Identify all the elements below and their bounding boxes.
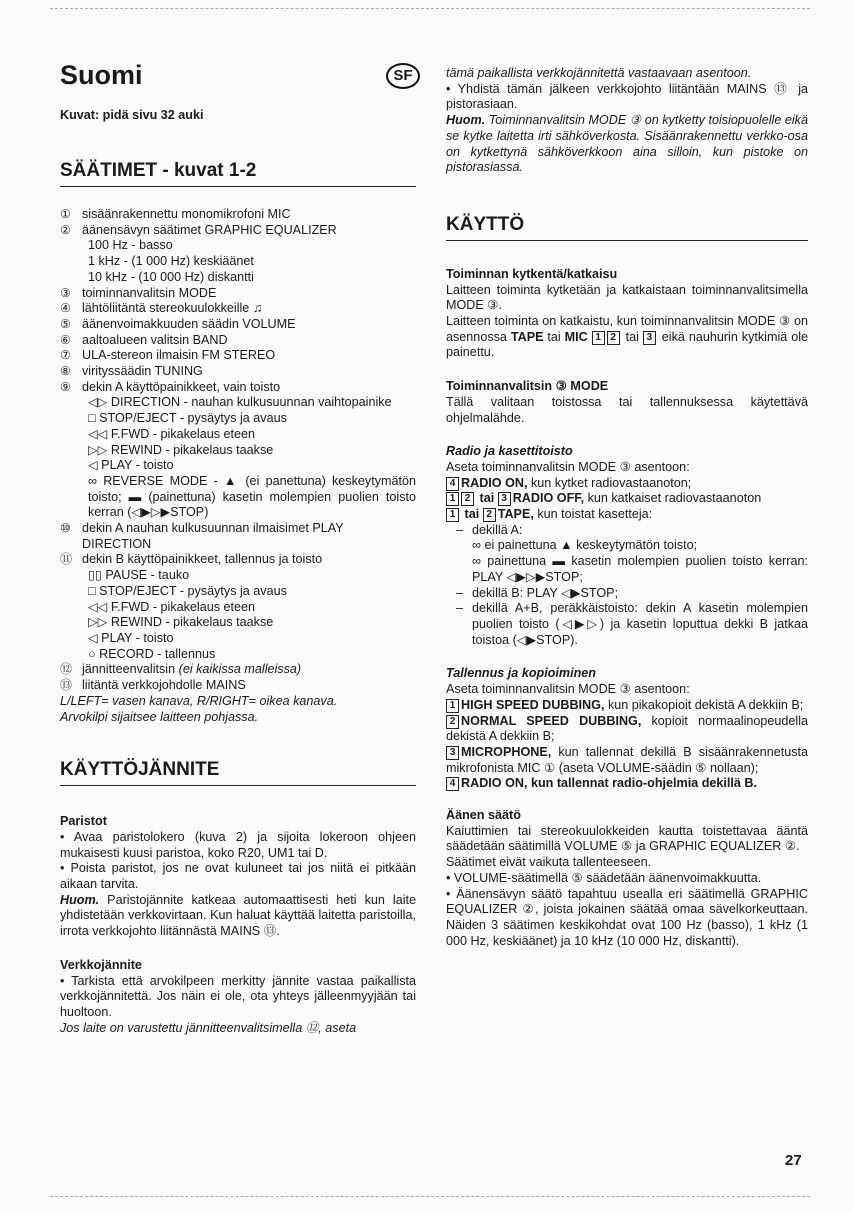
control-subitem: □ STOP/EJECT - pysäytys ja avaus (88, 583, 287, 598)
sound-paragraph: Kaiuttimien tai stereokuulokkeiden kautta toistettavaa ääntä säädetään säätimillä VOLUME ⑤ ja GRAPHIC EQUALIZER ②. (446, 823, 808, 854)
control-number: ② (60, 222, 71, 237)
tape-item (446, 554, 808, 585)
tape-item-text: dekillä A+B, peräkkäistoisto: dekin A kasetin molempien puolien toisto (◁▶▷) ja kasetin loputtua dekki B jatkaa toistoa (◁▶STOP). (472, 601, 808, 647)
dash-bullet: – (456, 601, 464, 616)
text-run: TAPE, (497, 507, 534, 522)
text-run: RADIO ON, (461, 475, 528, 490)
tape-item (446, 601, 808, 648)
text-run: kun toistat kasetteja: (533, 507, 653, 522)
batteries-paragraph: • Avaa paristolokero (kuva 2) ja sijoita lokeroon ohjeen mukaisesti kuusi paristoa, koko R20, UM1 tai D. (60, 829, 416, 860)
control-text (82, 521, 416, 552)
tape-item (446, 538, 808, 554)
control-item (60, 662, 416, 678)
text-run: kun kytket radiovastaanoton; (527, 475, 692, 490)
text-run: TAPE (510, 329, 544, 344)
note-text: Toiminnanvalitsin MODE ③ on kytketty toisiopuolelle eikä se kytke laitetta irti sähköverkosta. Sisäänrakennettu verkko-osa on kytkettynä sähköverkkoon aina silloin, kun pistoke on pistorasiassa. (446, 113, 808, 175)
mains-paragraph: • Tarkista että arvokilpeen merkitty jännite vastaa paikallista verkkojännitettä. Jos näin ei ole, ota yhteys jälleenmyyjään tai huoltoon. (60, 973, 416, 1019)
controls-list (60, 207, 416, 694)
text-run: kun pikakopioit dekistä A dekkiin B; (604, 697, 804, 712)
tape-line (446, 507, 808, 523)
control-text-run: lähtöliitäntä stereokuulokkeille ♫ (82, 301, 263, 316)
voltage-heading: KÄYTTÖJÄNNITE (60, 759, 416, 786)
mode-position-box: 4 (446, 777, 459, 791)
mode-position-box: 1 (446, 508, 459, 522)
tape-item (446, 586, 808, 602)
recording-option (446, 776, 808, 792)
control-subitem: ◁ PLAY - toisto (88, 630, 174, 645)
tape-item-text: ∞ ei painettuna ▲ keskeytymätön toisto; (472, 538, 698, 553)
control-number: ⑤ (60, 316, 71, 331)
control-number: ⑧ (60, 364, 71, 379)
note-label: Huom. (446, 113, 486, 128)
dash-bullet: – (456, 522, 464, 537)
control-item (60, 223, 416, 239)
mode-position-box: 2 (483, 508, 496, 522)
mode-position-box: 1 (446, 699, 459, 713)
control-text-run: dekin A nauhan kulkusuunnan ilmaisimet PLAY DIRECTION (82, 521, 344, 551)
mode-position-box: 3 (643, 331, 656, 345)
control-item (60, 286, 416, 302)
text-run: tai (621, 329, 643, 344)
control-item (60, 364, 416, 380)
continued-text: • Yhdistä tämän jälkeen verkkojohto liitäntään MAINS ⑬ ja pistorasiaan. (446, 81, 808, 112)
control-item (60, 521, 416, 552)
batteries-heading: Paristot (60, 814, 107, 829)
control-subitem: ▯▯ PAUSE - tauko (88, 568, 190, 583)
recording-option (446, 714, 808, 745)
control-text-run: sisäänrakennettu monomikrofoni MIC (82, 207, 291, 221)
language-title: Suomi (60, 60, 143, 90)
control-subitem: ◁ PLAY - toisto (88, 458, 174, 473)
control-text-run: aaltoalueen valitsin BAND (82, 332, 228, 347)
text-run: kun tallennat radio-ohjelmia dekillä B. (527, 776, 758, 791)
control-number: ⑦ (60, 348, 71, 363)
control-text-run: toiminnanvalitsin MODE (82, 285, 217, 300)
control-text (82, 286, 416, 302)
sound-paragraph: • Äänensävyn säätö tapahtuu usealla eri säätimellä GRAPHIC EQUALIZER ②, joista jokainen säätää omaa sävelkorkeuttaan. Näiden 3 säätimen keskikohdat ovat 100 Hz (basso), 1 kHz (1 000 Hz, keskiäänet) ja 10 kHz (10 000 Hz, diskantti). (446, 886, 808, 948)
control-subitem: ▷▷ REWIND - pikakelaus taakse (88, 442, 274, 457)
mode-position-box: 1 (446, 492, 459, 506)
control-item (60, 207, 416, 223)
figure-note: Kuvat: pidä sivu 32 auki (60, 108, 204, 122)
text-run: Laitteen toiminta on katkaistu, kun toiminnanvalitsin MODE ③ on asennossa (446, 314, 808, 344)
control-item (60, 317, 416, 333)
control-number: ⑬ (60, 678, 73, 693)
dash-bullet: – (456, 585, 464, 600)
mode-position-box: 3 (498, 492, 511, 506)
control-text-run: liitäntä verkkojohdolle MAINS (82, 678, 246, 693)
control-text (82, 207, 416, 223)
mode-position-box: 2 (607, 331, 620, 345)
onoff-heading: Toiminnan kytkentä/katkaisu (446, 266, 618, 281)
control-text-run: äänensävyn säätimet GRAPHIC EQUALIZER (82, 222, 337, 237)
top-scan-edge (50, 8, 810, 9)
mains-heading: Verkkojännite (60, 957, 142, 972)
control-text-run: virityssäädin TUNING (82, 364, 203, 379)
text-run: MICROPHONE, (461, 744, 552, 759)
text-run: eikä nauhurin kytkimiä ole painettu. (446, 329, 808, 360)
tape-list (446, 523, 808, 649)
control-item (60, 333, 416, 349)
mode-position-box: 3 (446, 746, 459, 760)
control-text-run: dekin B käyttöpainikkeet, tallennus ja toisto (82, 552, 323, 567)
control-number: ① (60, 207, 71, 221)
text-run: MIC (564, 329, 588, 344)
sound-heading: Äänen säätö (446, 808, 521, 823)
control-text (82, 662, 416, 678)
right-column (446, 40, 808, 949)
tape-item (446, 523, 808, 539)
control-text (82, 552, 416, 568)
control-subitem: 100 Hz - basso (88, 238, 173, 253)
control-number: ⑩ (60, 521, 71, 536)
control-text (82, 364, 416, 380)
bottom-scan-edge (50, 1196, 810, 1197)
onoff-paragraph (446, 314, 808, 361)
control-text (82, 380, 416, 396)
control-number: ⑫ (60, 662, 73, 677)
control-number: ③ (60, 285, 71, 300)
radio-off-line (446, 491, 808, 507)
continued-note (446, 113, 808, 176)
recording-option (446, 698, 808, 714)
control-item (60, 301, 416, 317)
control-number: ⑪ (60, 552, 73, 567)
control-text-run: dekin A käyttöpainikkeet, vain toisto (82, 379, 281, 394)
mode-heading (446, 379, 808, 395)
tape-item-text: ∞ painettuna ▬ kasetin molempien puolien toisto kerran: PLAY ◁▶▷▶STOP; (472, 554, 808, 584)
control-text (82, 223, 416, 239)
mode-position-box: 2 (446, 715, 459, 729)
note-label: Huom. (60, 892, 100, 907)
control-text (82, 317, 416, 333)
tape-item-text: dekillä B: PLAY ◁▶STOP; (472, 585, 619, 600)
text-run: kun tallennat dekillä B sisäänrakennetusta mikrofonista MIC ① (aseta VOLUME-säädin ⑤ nollaan); (446, 744, 808, 775)
language-badge: SF (386, 63, 420, 89)
control-subitem: ○ RECORD - tallennus (88, 646, 216, 661)
sound-paragraph: Säätimet eivät vaikuta tallenteeseen. (446, 855, 652, 870)
control-subitem: ◁▷ DIRECTION - nauhan kulkusuunnan vaihtopainike (88, 395, 392, 410)
controls-heading: SÄÄTIMET - kuvat 1-2 (60, 160, 416, 187)
batteries-paragraph: • Poista paristot, jos ne ovat kuluneet tai jos niitä ei pitkään aikaan tarvita. (60, 861, 416, 892)
recording-heading: Tallennus ja kopioiminen (446, 666, 596, 681)
radio-heading: Radio ja kasettitoisto (446, 444, 573, 459)
control-subitem: ◁◁ F.FWD - pikakelaus eteen (88, 599, 256, 614)
text-run: tai (476, 491, 498, 506)
text-run: tai (543, 329, 565, 344)
note-text: Paristojännite katkeaa automaattisesti heti kun laite yhdistetään verkkovirtaan. Kun haluat käyttää laitetta paristoilla, irrota verkkojohto liitännästä MAINS ⑬. (60, 892, 416, 939)
control-subitem: ◁◁ F.FWD - pikakelaus eteen (88, 426, 256, 441)
tape-item-text: dekillä A: (472, 522, 523, 537)
recording-paragraph: Aseta toiminnanvalitsin MODE ③ asentoon: (446, 682, 690, 697)
text-run: kun katkaiset radiovastaanoton (584, 491, 762, 506)
page-number: 27 (785, 1152, 802, 1169)
mode-position-box: 4 (446, 477, 459, 491)
mode-paragraph: Tällä valitaan toistossa tai tallennuksessa käytettävä ohjelmalähde. (446, 394, 808, 425)
recording-option (446, 745, 808, 776)
channel-note: L/LEFT= vasen kanava, R/RIGHT= oikea kanava. (60, 693, 338, 708)
control-subitem: □ STOP/EJECT - pysäytys ja avaus (88, 411, 287, 426)
mode-heading-text: Toiminnanvalitsin ③ MODE (446, 379, 609, 394)
rating-plate-note: Arvokilpi sijaitsee laitteen pohjassa. (60, 709, 259, 724)
left-column (60, 40, 416, 1036)
text-run: RADIO ON, (461, 776, 528, 791)
mode-position-box: 1 (592, 331, 605, 345)
control-item (60, 348, 416, 364)
control-text (82, 348, 416, 364)
control-text-run: ULA-stereon ilmaisin FM STEREO (82, 348, 276, 363)
control-subitem: ▷▷ REWIND - pikakelaus taakse (88, 615, 274, 630)
control-text (82, 333, 416, 349)
control-subitem: 10 kHz - (10 000 Hz) diskantti (88, 269, 254, 284)
onoff-paragraph: Laitteen toiminta kytketään ja katkaistaan toiminnanvalitsimella MODE ③. (446, 282, 808, 313)
batteries-note (60, 893, 416, 940)
mode-position-box: 2 (461, 492, 474, 506)
control-text-run: äänenvoimakkuuden säädin VOLUME (82, 316, 296, 331)
control-number: ⑨ (60, 379, 71, 394)
control-subitem: ∞ REVERSE MODE - ▲ (ei panettuna) keskeytymätön toisto; ▬ (painettuna) kasetin molempien puolien toisto kerran (◁▶▷▶STOP) (88, 473, 416, 520)
text-run: kopioit normaalinopeudella dekistä A dekkiin B; (446, 713, 809, 744)
text-run: HIGH SPEED DUBBING, (461, 697, 605, 712)
control-text-run: jännitteenvalitsin (82, 662, 179, 677)
control-item (60, 380, 416, 396)
control-text-italic: (ei kaikissa malleissa) (178, 662, 302, 677)
radio-on-line (446, 476, 808, 492)
control-item (60, 678, 416, 694)
radio-paragraph: Aseta toiminnanvalitsin MODE ③ asentoon: (446, 459, 690, 474)
text-run: NORMAL SPEED DUBBING, (461, 713, 642, 728)
mains-paragraph: Jos laite on varustettu jännitteenvalitsimella ⑫, aseta (60, 1020, 357, 1035)
continued-text: tämä paikallista verkkojännitettä vastaavaan asentoon. (446, 66, 752, 80)
control-text (82, 678, 416, 694)
control-item (60, 552, 416, 568)
control-number: ④ (60, 301, 71, 316)
control-subitem: 1 kHz - (1 000 Hz) keskiäänet (88, 254, 254, 269)
use-heading: KÄYTTÖ (446, 214, 808, 241)
text-run: RADIO OFF, (512, 491, 585, 506)
control-number: ⑥ (60, 332, 71, 347)
sound-paragraph: • VOLUME-säätimellä ⑤ säädetään äänenvoimakkuutta. (446, 870, 762, 885)
text-run: tai (461, 507, 483, 522)
control-text (82, 301, 416, 317)
